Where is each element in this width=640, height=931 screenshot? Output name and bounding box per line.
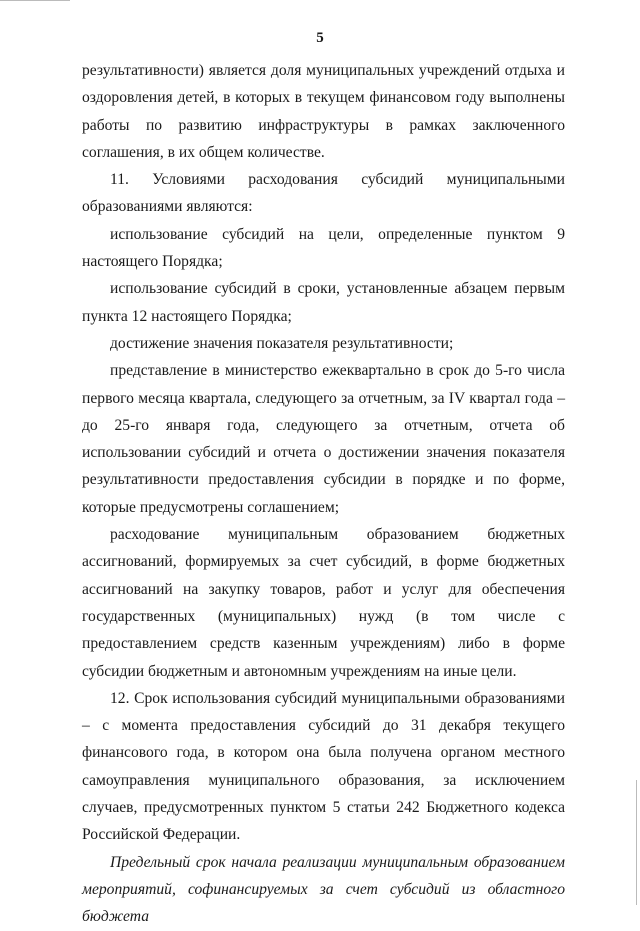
page-number: 5 [316, 30, 324, 46]
document-body [82, 57, 565, 931]
paragraph-deadline: Предельный срок начала реализации муниципальным образованием мероприятий, софинансируемых за счет субсидий из областного бюджета [82, 853, 565, 926]
paragraph-continuation: результативности) является доля муниципальных учреждений отдыха и оздоровления детей, в которых в текущем финансовом году выполнены работы по развитию инфраструктуры в рамках заключенного соглашения, в их общем количестве. [82, 62, 565, 161]
paragraph-condition-indicator: достижение значения показателя результативности; [110, 334, 454, 352]
paragraph-clause-12: 12. Срок использования субсидий муниципальными образованиями – с момента предоставления субсидий до 31 декабря текущего финансового года, в котором она была получена органом местного самоуправления муниципального образования, за исключением случаев, предусмотренных пунктом 5 статьи 242 Бюджетного кодекса Российской Федерации. [82, 689, 565, 844]
scan-edge-top [0, 0, 70, 1]
scan-edge-right [636, 780, 637, 905]
paragraph-condition-spending: расходование муниципальным образованием бюджетных ассигнований, формируемых за счет субсидий, в форме бюджетных ассигнований на закупку товаров, работ и услуг для обеспечения государственных (муниципальных) нужд (в том числе с предоставлением средств казенным учреждениям) либо в форме субсидии бюджетным и автономным учреждениям на иные цели. [82, 526, 565, 680]
paragraph-condition-reporting: представление в министерство ежеквартально в срок до 5-го числа первого месяца квартала, следующего за отчетным, за IV квартал года – до 25-го января года, следующего за отчетным, отчета об использовании субсидий и отчета о достижении значения показателя результативности предоставления субсидии в порядке и по форме, которые предусмотрены соглашением; [82, 362, 565, 516]
paragraph-condition-purpose: использование субсидий на цели, определенные пунктом 9 настоящего Порядка; [82, 225, 565, 271]
paragraph-condition-terms: использование субсидий в сроки, установленные абзацем первым пункта 12 настоящего Порядка; [82, 280, 565, 325]
paragraph-clause-11: 11. Условиями расходования субсидий муниципальными образованиями являются: [82, 171, 565, 216]
